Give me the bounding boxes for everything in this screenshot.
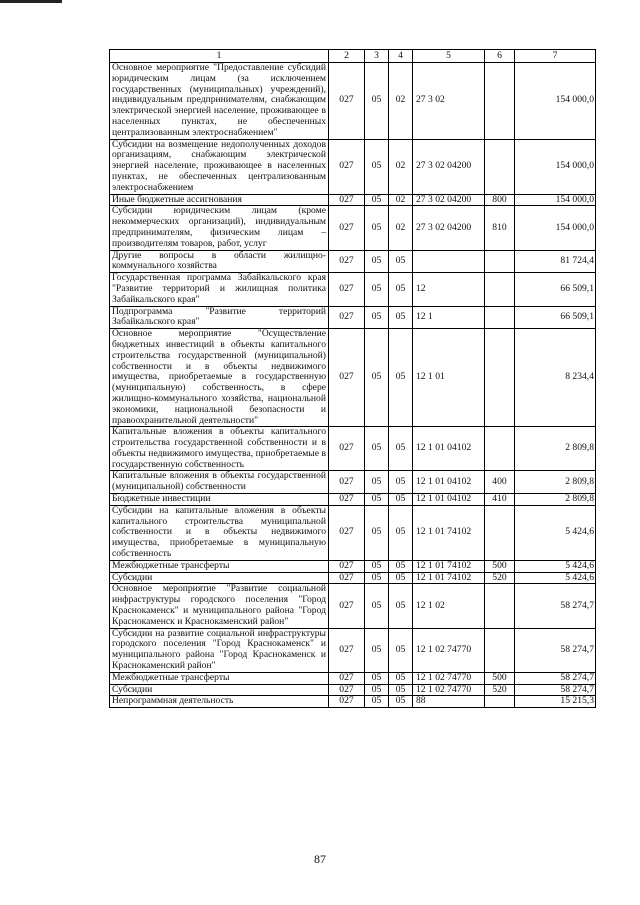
column-number-4: 4 xyxy=(389,50,413,63)
ministry-code: 027 xyxy=(329,329,365,427)
ministry-code: 027 xyxy=(329,139,365,194)
section-code: 05 xyxy=(365,206,389,250)
target-article-code: 12 1 xyxy=(413,306,485,329)
subsection-code: 02 xyxy=(389,206,413,250)
subsection-code: 05 xyxy=(389,250,413,273)
amount: 58 274,7 xyxy=(515,628,596,672)
row-name: Межбюджетные трансферты xyxy=(110,672,329,684)
expense-type-code xyxy=(485,329,515,427)
amount: 154 000,0 xyxy=(515,139,596,194)
expense-type-code: 400 xyxy=(485,471,515,494)
amount: 58 274,7 xyxy=(515,684,596,696)
section-code: 05 xyxy=(365,273,389,306)
row-name: Капитальные вложения в объекты капитального строительства государственной собственности и в объекты недвижимого имущества, приобретаемые в государственную собственность xyxy=(110,427,329,471)
ministry-code: 027 xyxy=(329,584,365,628)
expense-type-code xyxy=(485,427,515,471)
ministry-code: 027 xyxy=(329,684,365,696)
target-article-code: 12 1 02 74770 xyxy=(413,684,485,696)
expense-type-code: 800 xyxy=(485,194,515,206)
amount: 5 424,6 xyxy=(515,560,596,572)
expense-type-code: 500 xyxy=(485,560,515,572)
ministry-code: 027 xyxy=(329,206,365,250)
expense-type-code xyxy=(485,306,515,329)
ministry-code: 027 xyxy=(329,494,365,506)
section-code: 05 xyxy=(365,471,389,494)
section-code: 05 xyxy=(365,63,389,140)
table-row xyxy=(110,560,596,572)
row-name: Межбюджетные трансферты xyxy=(110,560,329,572)
budget-table xyxy=(109,49,596,708)
target-article-code: 12 1 01 04102 xyxy=(413,494,485,506)
amount: 8 234,4 xyxy=(515,329,596,427)
amount: 5 424,6 xyxy=(515,572,596,584)
expense-type-code: 410 xyxy=(485,494,515,506)
row-name: Основное мероприятие "Осуществление бюджетных инвестиций в объекты капитального строительства государственной (муниципальной) собственности и в объекты недвижимого имущества, приобретаемые в государственную (муниципальную) собственность, в сфере жилищно-коммунального хозяйства, национальной экономики, национальной безопасности и правоохранительной деятельности" xyxy=(110,329,329,427)
subsection-code: 05 xyxy=(389,494,413,506)
section-code: 05 xyxy=(365,139,389,194)
section-code: 05 xyxy=(365,628,389,672)
column-number-3: 3 xyxy=(365,50,389,63)
expense-type-code xyxy=(485,696,515,708)
table-row xyxy=(110,684,596,696)
expense-type-code: 810 xyxy=(485,206,515,250)
row-name: Субсидии xyxy=(110,572,329,584)
row-name: Другие вопросы в области жилищно-коммунального хозяйства xyxy=(110,250,329,273)
table-row xyxy=(110,628,596,672)
target-article-code: 12 1 02 74770 xyxy=(413,628,485,672)
ministry-code: 027 xyxy=(329,427,365,471)
subsection-code: 05 xyxy=(389,471,413,494)
table-row xyxy=(110,494,596,506)
ministry-code: 027 xyxy=(329,560,365,572)
expense-type-code xyxy=(485,584,515,628)
row-name: Непрограммная деятельность xyxy=(110,696,329,708)
table-row xyxy=(110,471,596,494)
amount: 58 274,7 xyxy=(515,672,596,684)
expense-type-code xyxy=(485,273,515,306)
subsection-code: 05 xyxy=(389,672,413,684)
subsection-code: 02 xyxy=(389,139,413,194)
column-number-2: 2 xyxy=(329,50,365,63)
ministry-code: 027 xyxy=(329,63,365,140)
subsection-code: 05 xyxy=(389,329,413,427)
amount: 15 215,3 xyxy=(515,696,596,708)
column-number-5: 5 xyxy=(413,50,485,63)
table-row xyxy=(110,250,596,273)
table-header-row xyxy=(110,50,596,63)
target-article-code: 27 3 02 04200 xyxy=(413,139,485,194)
table-row xyxy=(110,194,596,206)
row-name: Субсидии на капитальные вложения в объекты капитального строительства муниципальной собственности и в объекты недвижимого имущества, приобретаемые в муниципальную собственность xyxy=(110,505,329,560)
ministry-code: 027 xyxy=(329,572,365,584)
column-number-7: 7 xyxy=(515,50,596,63)
section-code: 05 xyxy=(365,306,389,329)
amount: 2 809,8 xyxy=(515,494,596,506)
subsection-code: 05 xyxy=(389,584,413,628)
expense-type-code xyxy=(485,628,515,672)
subsection-code: 05 xyxy=(389,427,413,471)
subsection-code: 05 xyxy=(389,572,413,584)
amount: 154 000,0 xyxy=(515,63,596,140)
target-article-code: 27 3 02 04200 xyxy=(413,194,485,206)
section-code: 05 xyxy=(365,250,389,273)
ministry-code: 027 xyxy=(329,194,365,206)
section-code: 05 xyxy=(365,672,389,684)
row-name: Основное мероприятие "Развитие социальной инфраструктуры городского поселения "Город Краснокаменск" и муниципального района "Город Краснокаменск и Краснокаменский район" xyxy=(110,584,329,628)
target-article-code: 12 1 01 74102 xyxy=(413,560,485,572)
row-name: Бюджетные инвестиции xyxy=(110,494,329,506)
section-code: 05 xyxy=(365,505,389,560)
target-article-code: 27 3 02 04200 xyxy=(413,206,485,250)
expense-type-code: 520 xyxy=(485,572,515,584)
table-row xyxy=(110,206,596,250)
amount: 66 509,1 xyxy=(515,306,596,329)
target-article-code: 27 3 02 xyxy=(413,63,485,140)
row-name: Субсидии юридическим лицам (кроме некоммерческих организаций), индивидуальным предпринимателям, физическим лицам – производителям товаров, работ, услуг xyxy=(110,206,329,250)
amount: 154 000,0 xyxy=(515,206,596,250)
ministry-code: 027 xyxy=(329,628,365,672)
table-row xyxy=(110,273,596,306)
expense-type-code xyxy=(485,63,515,140)
section-code: 05 xyxy=(365,696,389,708)
target-article-code: 12 1 02 xyxy=(413,584,485,628)
row-name: Капитальные вложения в объекты государственной (муниципальной) собственности xyxy=(110,471,329,494)
row-name: Государственная программа Забайкальского края "Развитие территорий и жилищная политика Забайкальского края" xyxy=(110,273,329,306)
ministry-code: 027 xyxy=(329,505,365,560)
target-article-code: 12 1 01 04102 xyxy=(413,471,485,494)
section-code: 05 xyxy=(365,572,389,584)
section-code: 05 xyxy=(365,560,389,572)
section-code: 05 xyxy=(365,684,389,696)
ministry-code: 027 xyxy=(329,696,365,708)
target-article-code: 12 1 02 74770 xyxy=(413,672,485,684)
ministry-code: 027 xyxy=(329,471,365,494)
amount: 81 724,4 xyxy=(515,250,596,273)
table-row xyxy=(110,584,596,628)
target-article-code: 88 xyxy=(413,696,485,708)
subsection-code: 05 xyxy=(389,628,413,672)
table-body xyxy=(110,63,596,708)
expense-type-code: 500 xyxy=(485,672,515,684)
row-name: Подпрограмма "Развитие территорий Забайкальского края" xyxy=(110,306,329,329)
amount: 66 509,1 xyxy=(515,273,596,306)
subsection-code: 02 xyxy=(389,63,413,140)
subsection-code: 05 xyxy=(389,505,413,560)
ministry-code: 027 xyxy=(329,672,365,684)
target-article-code: 12 1 01 xyxy=(413,329,485,427)
row-name: Основное мероприятие "Предоставление субсидий юридическим лицам (за исключением государственных (муниципальных) учреждений), индивидуальным предпринимателям, снабжающим электрической энергией население, проживающее в населенных пунктах, не обеспеченных централизованным электроснабжением" xyxy=(110,63,329,140)
amount: 2 809,8 xyxy=(515,471,596,494)
table-row xyxy=(110,505,596,560)
ministry-code: 027 xyxy=(329,273,365,306)
table-row xyxy=(110,329,596,427)
section-code: 05 xyxy=(365,329,389,427)
amount: 154 000,0 xyxy=(515,194,596,206)
page-number: 87 xyxy=(314,852,326,866)
section-code: 05 xyxy=(365,194,389,206)
subsection-code: 05 xyxy=(389,273,413,306)
subsection-code: 05 xyxy=(389,684,413,696)
row-name: Субсидии xyxy=(110,684,329,696)
subsection-code: 05 xyxy=(389,560,413,572)
amount: 58 274,7 xyxy=(515,584,596,628)
corner-scan-mark xyxy=(0,0,62,3)
table-row xyxy=(110,306,596,329)
section-code: 05 xyxy=(365,584,389,628)
expense-type-code: 520 xyxy=(485,684,515,696)
target-article-code xyxy=(413,250,485,273)
table-row xyxy=(110,572,596,584)
target-article-code: 12 1 01 74102 xyxy=(413,572,485,584)
table-row xyxy=(110,696,596,708)
row-name: Субсидии на развитие социальной инфраструктуры городского поселения "Город Краснокаменск" и муниципального района "Город Краснокаменск и Краснокаменский район" xyxy=(110,628,329,672)
section-code: 05 xyxy=(365,494,389,506)
section-code: 05 xyxy=(365,427,389,471)
table-row xyxy=(110,427,596,471)
column-number-6: 6 xyxy=(485,50,515,63)
ministry-code: 027 xyxy=(329,250,365,273)
target-article-code: 12 1 01 04102 xyxy=(413,427,485,471)
subsection-code: 05 xyxy=(389,696,413,708)
subsection-code: 05 xyxy=(389,306,413,329)
target-article-code: 12 xyxy=(413,273,485,306)
ministry-code: 027 xyxy=(329,306,365,329)
amount: 2 809,8 xyxy=(515,427,596,471)
expense-type-code xyxy=(485,250,515,273)
table-row xyxy=(110,139,596,194)
subsection-code: 02 xyxy=(389,194,413,206)
table-row xyxy=(110,63,596,140)
expense-type-code xyxy=(485,505,515,560)
target-article-code: 12 1 01 74102 xyxy=(413,505,485,560)
row-name: Субсидии на возмещение недополученных доходов организациям, снабжающим электрической энергией население, проживающее в населенных пунктах, не обеспеченных централизованным электроснабжением xyxy=(110,139,329,194)
column-number-1: 1 xyxy=(110,50,329,63)
amount: 5 424,6 xyxy=(515,505,596,560)
table-row xyxy=(110,672,596,684)
row-name: Иные бюджетные ассигнования xyxy=(110,194,329,206)
expense-type-code xyxy=(485,139,515,194)
